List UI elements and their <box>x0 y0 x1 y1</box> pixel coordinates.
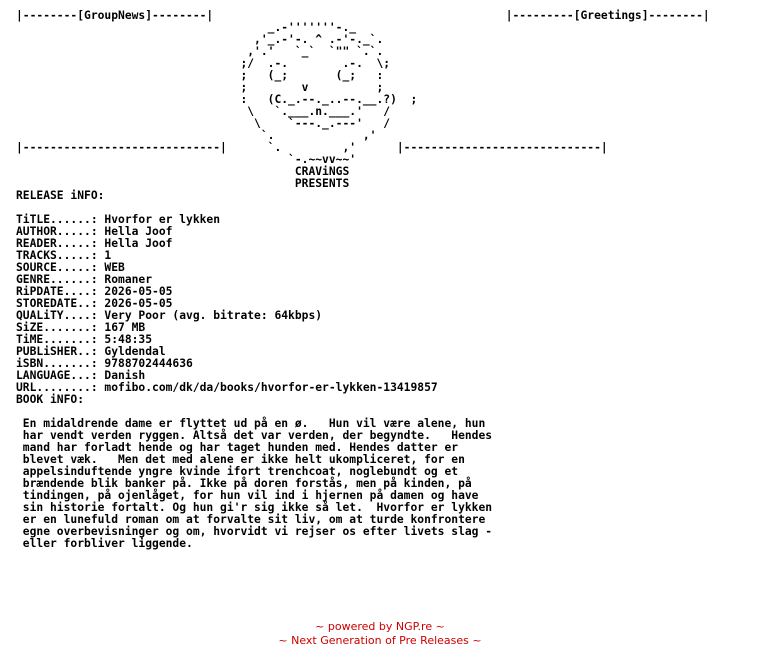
powered-by-line: ~ powered by NGP.re ~ <box>315 620 445 633</box>
art-line: |-----------------------------| `. ,' |-----------------------------| <box>16 141 608 154</box>
art-line: PRESENTS <box>16 177 350 190</box>
art-line: \ `.___.n.___.' / <box>247 105 391 118</box>
book-text-line: En midaldrende dame er flyttet ud på en ø. Hun vil være alene, hun <box>22 417 486 430</box>
nfo-text <box>16 10 710 550</box>
book-text-line: brændende blik banker på. Ikke på doren forstås, men på kinden, på <box>22 477 472 490</box>
art-line: CRAViNGS <box>294 165 350 178</box>
art-line: ; v ; <box>240 81 384 94</box>
art-line: ,'_.-'-. ^ .-'-._`. <box>254 33 384 46</box>
field-line: TiTLE......: Hvorfor er lykken <box>16 213 221 226</box>
field-line: TiME.......: 5:48:35 <box>16 333 153 346</box>
art-line: \ `---._.---' / <box>254 117 391 130</box>
book-description <box>16 417 492 550</box>
book-text-line: har vendt verden ryggen. Altså det var verden, der begyndte. Hendes <box>22 429 493 442</box>
art-line: `. ,' <box>260 129 377 142</box>
book-text-line: tindingen, på ojenlåget, for hun vil ind i hjernen på damen og have <box>22 489 479 502</box>
art-line: ,'.' `_` `"" `.`. <box>247 45 384 58</box>
field-line: SOURCE.....: WEB <box>16 261 125 274</box>
book-text-line: mand har forladt hende og har taget hunden med. Hendes datter er <box>22 441 459 454</box>
field-line: iSBN.......: 9788702444636 <box>16 357 193 370</box>
field-line: QUALiTY....: Very Poor (avg. bitrate: 64kbps) <box>16 309 323 322</box>
book-text-line: egne overbevisninger og om, hvorvidt vi rejser os efter livets slag - <box>22 525 493 538</box>
field-line: GENRE......: Romaner <box>16 273 153 286</box>
footer <box>0 620 760 648</box>
ascii-art <box>16 9 710 190</box>
field-line: STOREDATE..: 2026-05-05 <box>16 297 173 310</box>
release-info-header: RELEASE iNFO: <box>16 189 105 202</box>
art-line: ;/ .-. .-. \; <box>240 57 391 70</box>
art-line: : (C._.--._..--.__.?) ; <box>240 93 418 106</box>
field-line: PUBLiSHER..: Gyldendal <box>16 345 166 358</box>
book-text-line: eller forbliver liggende. <box>16 537 193 550</box>
field-line: SiZE.......: 167 MB <box>16 321 146 334</box>
book-info-header: BOOK iNFO: <box>16 393 85 406</box>
next-generation-line: ~ Next Generation of Pre Releases ~ <box>278 634 482 647</box>
field-line: RiPDATE....: 2026-05-05 <box>16 285 173 298</box>
field-line: URL........: mofibo.com/dk/da/books/hvorfor-er-lykken-13419857 <box>16 381 438 394</box>
book-text-line: appelsinduftende yngre kvinde ifort trenchcoat, noglebundt og et <box>22 465 459 478</box>
field-line: LANGUAGE...: Danish <box>16 369 146 382</box>
book-text-line: er en lunefuld roman om at forvalte sit liv, om at turde konfrontere <box>22 513 486 526</box>
release-fields <box>16 213 438 394</box>
art-line: _.-'''''''-._ <box>267 21 357 34</box>
field-line: AUTHOR.....: Hella Joof <box>16 225 173 238</box>
art-line: ; (_; (_; : <box>240 69 384 82</box>
art-line: `-.~~vv~~' <box>288 153 357 166</box>
field-line: READER.....: Hella Joof <box>16 237 173 250</box>
book-text-line: blevet væk. Men det med alene er ikke helt ukompliceret, for en <box>22 453 465 466</box>
field-line: TRACKS.....: 1 <box>16 249 112 262</box>
art-line: |--------[GroupNews]--------| |---------[Greetings]--------| <box>16 9 710 22</box>
book-text-line: sin historie fortalt. Og hun gi'r sig ikke så let. Hvorfor er lykken <box>22 501 493 514</box>
